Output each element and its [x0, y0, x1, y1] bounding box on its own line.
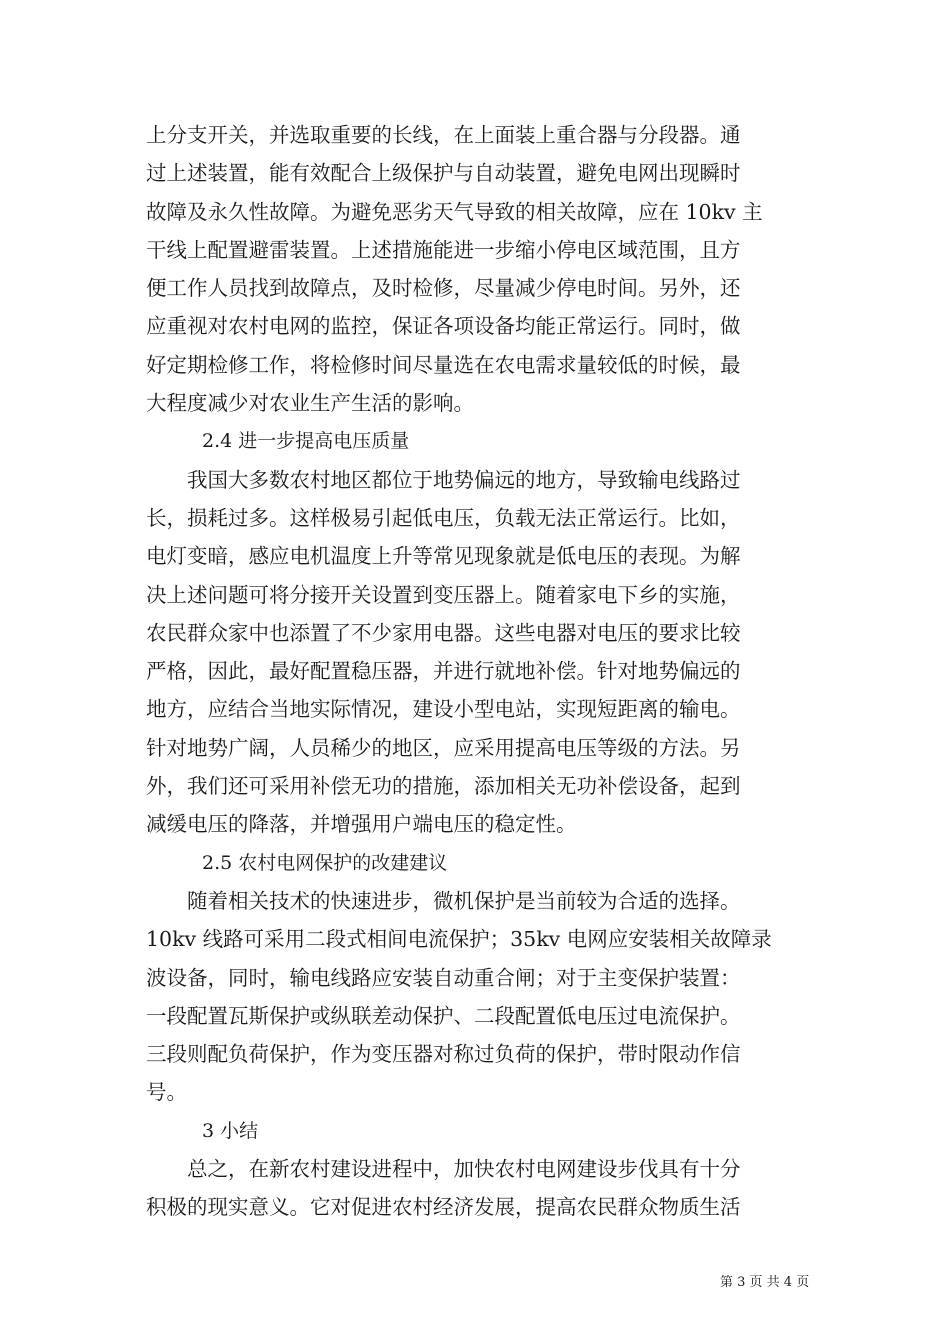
text-line: 农民群众家中也添置了不少家用电器。这些电器对电压的要求比较 — [146, 620, 741, 645]
text-line: 号。 — [146, 1080, 187, 1105]
text-line: 过上述装置，能有效配合上级保护与自动装置，避免电网出现瞬时 — [146, 161, 741, 186]
text-line: 电灯变暗，感应电机温度上升等常见现象就是低电压的表现。为解 — [146, 544, 741, 569]
text-line: 干线上配置避雷装置。上述措施能进一步缩小停电区域范围，且方 — [146, 237, 741, 262]
text-line: 决上述问题可将分接开关设置到变压器上。随着家电下乡的实施， — [146, 582, 741, 607]
body-text — [146, 116, 818, 1227]
text-line: 严格，因此，最好配置稳压器，并进行就地补偿。针对地势偏远的 — [146, 659, 741, 684]
text-line: 总之，在新农村建设进程中，加快农村电网建设步伐具有十分 — [146, 1157, 741, 1182]
text-line: 故障及永久性故障。为避免恶劣天气导致的相关故障，应在 10kv 主 — [146, 199, 763, 224]
text-line: 波设备，同时，输电线路应安装自动重合闸；对于主变保护装置： — [146, 965, 741, 990]
text-line: 大程度减少对农业生产生活的影响。 — [146, 391, 474, 416]
text-line: 随着相关技术的快速进步，微机保护是当前较为合适的选择。 — [146, 888, 741, 913]
text-line: 便工作人员找到故障点，及时检修，尽量减少停电时间。另外，还 — [146, 276, 741, 301]
text-line: 上分支开关，并选取重要的长线，在上面装上重合器与分段器。通 — [146, 123, 741, 147]
text-line: 外，我们还可采用补偿无功的措施，添加相关无功补偿设备，起到 — [146, 774, 741, 799]
text-line: 减缓电压的降落，并增强用户端电压的稳定性。 — [146, 812, 577, 837]
section-heading-2-4: 2.4 进一步提高电压质量 — [202, 430, 410, 453]
section-heading-3: 3 小结 — [202, 1119, 259, 1142]
text-line: 长，损耗过多。这样极易引起低电压，负载无法正常运行。比如， — [146, 505, 741, 530]
text-line: 积极的现实意义。它对促进农村经济发展，提高农民群众物质生活 — [146, 1195, 741, 1220]
section-heading-2-5: 2.5 农村电网保护的改建建议 — [202, 851, 448, 874]
text-line: 好定期检修工作，将检修时间尽量选在农电需求量较低的时候，最 — [146, 352, 741, 377]
text-line: 我国大多数农村地区都位于地势偏远的地方，导致输电线路过 — [146, 467, 741, 492]
text-line: 10kv 线路可采用二段式相间电流保护；35kv 电网应安装相关故障录 — [146, 927, 772, 952]
text-line: 应重视对农村电网的监控，保证各项设备均能正常运行。同时，做 — [146, 314, 741, 339]
text-line: 一段配置瓦斯保护或纵联差动保护、二段配置低电压过电流保护。 — [146, 1003, 741, 1028]
text-line: 针对地势广阔，人员稀少的地区，应采用提高电压等级的方法。另 — [146, 735, 741, 760]
page-number-footer: 第 3 页 共 4 页 — [720, 1275, 810, 1290]
text-line: 地方，应结合当地实际情况，建设小型电站，实现短距离的输电。 — [146, 697, 741, 722]
text-line: 三段则配负荷保护，作为变压器对称过负荷的保护，带时限动作信 — [146, 1042, 741, 1067]
